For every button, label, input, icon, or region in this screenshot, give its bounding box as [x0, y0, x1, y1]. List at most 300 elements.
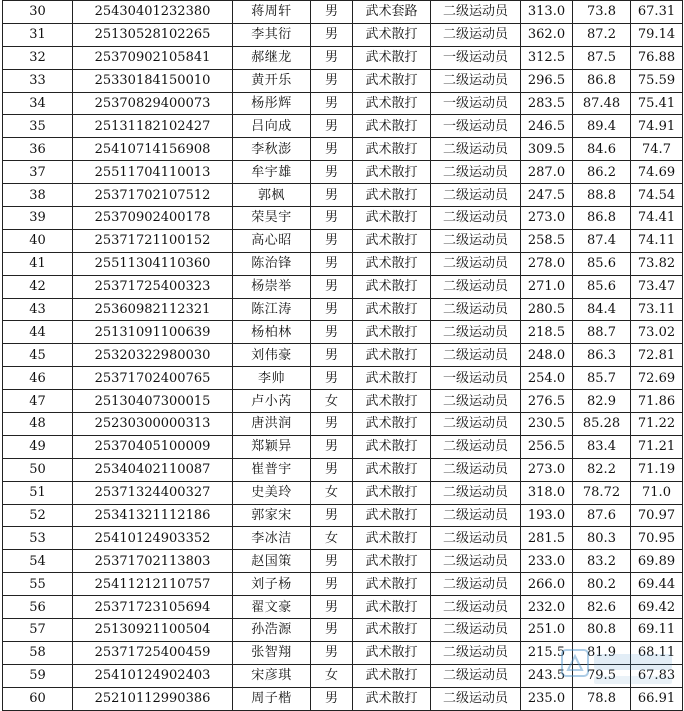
score-cell: 312.5 — [521, 46, 573, 69]
skill-score-cell: 86.2 — [573, 161, 631, 184]
table-row — [3, 138, 683, 161]
sport-cell: 武术散打 — [353, 229, 431, 252]
score-cell: 215.5 — [521, 641, 573, 664]
exam-id-cell: 25511704110013 — [73, 161, 233, 184]
table-row — [3, 481, 683, 504]
level-cell: 二级运动员 — [431, 321, 521, 344]
rank-cell: 60 — [3, 687, 73, 710]
sport-cell: 武术散打 — [353, 390, 431, 413]
total-score-cell: 79.14 — [631, 23, 683, 46]
rank-cell: 47 — [3, 390, 73, 413]
level-cell: 二级运动员 — [431, 527, 521, 550]
skill-score-cell: 81.9 — [573, 641, 631, 664]
rank-cell: 39 — [3, 207, 73, 230]
name-cell: 宋彦琪 — [233, 664, 311, 687]
total-score-cell: 71.86 — [631, 390, 683, 413]
score-cell: 248.0 — [521, 344, 573, 367]
score-cell: 278.0 — [521, 252, 573, 275]
skill-score-cell: 88.8 — [573, 184, 631, 207]
level-cell: 二级运动员 — [431, 23, 521, 46]
sport-cell: 武术散打 — [353, 46, 431, 69]
sport-cell: 武术散打 — [353, 435, 431, 458]
rank-cell: 31 — [3, 23, 73, 46]
skill-score-cell: 86.8 — [573, 207, 631, 230]
gender-cell: 男 — [311, 161, 353, 184]
rank-cell: 46 — [3, 367, 73, 390]
level-cell: 二级运动员 — [431, 184, 521, 207]
sport-cell: 武术散打 — [353, 413, 431, 436]
gender-cell: 女 — [311, 664, 353, 687]
exam-id-cell: 25511304110360 — [73, 252, 233, 275]
table-row — [3, 573, 683, 596]
gender-cell: 男 — [311, 367, 353, 390]
level-cell: 一级运动员 — [431, 92, 521, 115]
level-cell: 二级运动员 — [431, 687, 521, 710]
total-score-cell: 69.42 — [631, 596, 683, 619]
sport-cell: 武术散打 — [353, 69, 431, 92]
score-cell: 246.5 — [521, 115, 573, 138]
exam-id-cell: 25210112990386 — [73, 687, 233, 710]
sport-cell: 武术散打 — [353, 252, 431, 275]
level-cell: 二级运动员 — [431, 344, 521, 367]
table-row — [3, 550, 683, 573]
skill-score-cell: 80.8 — [573, 619, 631, 642]
score-cell: 230.5 — [521, 413, 573, 436]
skill-score-cell: 85.6 — [573, 252, 631, 275]
name-cell: 杨柏林 — [233, 321, 311, 344]
name-cell: 周子楷 — [233, 687, 311, 710]
gender-cell: 女 — [311, 481, 353, 504]
name-cell: 荣昊宇 — [233, 207, 311, 230]
total-score-cell: 66.91 — [631, 687, 683, 710]
exam-id-cell: 25370829400073 — [73, 92, 233, 115]
rank-cell: 37 — [3, 161, 73, 184]
exam-id-cell: 25371721100152 — [73, 229, 233, 252]
table-row — [3, 252, 683, 275]
level-cell: 二级运动员 — [431, 504, 521, 527]
gender-cell: 女 — [311, 390, 353, 413]
total-score-cell: 68.11 — [631, 641, 683, 664]
exam-id-cell: 25230300000313 — [73, 413, 233, 436]
sport-cell: 武术散打 — [353, 23, 431, 46]
level-cell: 一级运动员 — [431, 115, 521, 138]
score-cell: 235.0 — [521, 687, 573, 710]
level-cell: 二级运动员 — [431, 275, 521, 298]
sport-cell: 武术散打 — [353, 481, 431, 504]
skill-score-cell: 82.6 — [573, 596, 631, 619]
level-cell: 一级运动员 — [431, 46, 521, 69]
name-cell: 史美玲 — [233, 481, 311, 504]
level-cell: 二级运动员 — [431, 69, 521, 92]
gender-cell: 男 — [311, 619, 353, 642]
gender-cell: 男 — [311, 298, 353, 321]
skill-score-cell: 86.3 — [573, 344, 631, 367]
total-score-cell: 75.41 — [631, 92, 683, 115]
name-cell: 孙浩源 — [233, 619, 311, 642]
name-cell: 李秋澎 — [233, 138, 311, 161]
level-cell: 二级运动员 — [431, 207, 521, 230]
table-row — [3, 161, 683, 184]
rank-cell: 43 — [3, 298, 73, 321]
table-row — [3, 23, 683, 46]
gender-cell: 男 — [311, 92, 353, 115]
name-cell: 蒋周轩 — [233, 1, 311, 24]
table-row — [3, 275, 683, 298]
total-score-cell: 69.44 — [631, 573, 683, 596]
sport-cell: 武术散打 — [353, 664, 431, 687]
level-cell: 二级运动员 — [431, 641, 521, 664]
skill-score-cell: 87.48 — [573, 92, 631, 115]
exam-id-cell: 25371723105694 — [73, 596, 233, 619]
table-row — [3, 115, 683, 138]
name-cell: 崔普宇 — [233, 458, 311, 481]
rank-cell: 36 — [3, 138, 73, 161]
name-cell: 牟宇雄 — [233, 161, 311, 184]
name-cell: 李其衍 — [233, 23, 311, 46]
gender-cell: 男 — [311, 229, 353, 252]
skill-score-cell: 87.6 — [573, 504, 631, 527]
level-cell: 二级运动员 — [431, 138, 521, 161]
gender-cell: 男 — [311, 435, 353, 458]
total-score-cell: 69.11 — [631, 619, 683, 642]
sport-cell: 武术散打 — [353, 641, 431, 664]
skill-score-cell: 87.4 — [573, 229, 631, 252]
score-cell: 273.0 — [521, 207, 573, 230]
score-cell: 193.0 — [521, 504, 573, 527]
sport-cell: 武术散打 — [353, 573, 431, 596]
total-score-cell: 74.54 — [631, 184, 683, 207]
skill-score-cell: 87.2 — [573, 23, 631, 46]
skill-score-cell: 89.4 — [573, 115, 631, 138]
exam-id-cell: 25410124903352 — [73, 527, 233, 550]
total-score-cell: 73.02 — [631, 321, 683, 344]
rank-cell: 53 — [3, 527, 73, 550]
level-cell: 二级运动员 — [431, 481, 521, 504]
level-cell: 二级运动员 — [431, 596, 521, 619]
score-cell: 296.5 — [521, 69, 573, 92]
rank-cell: 35 — [3, 115, 73, 138]
rank-cell: 33 — [3, 69, 73, 92]
rank-cell: 55 — [3, 573, 73, 596]
name-cell: 郑颖异 — [233, 435, 311, 458]
table-row — [3, 321, 683, 344]
gender-cell: 男 — [311, 458, 353, 481]
skill-score-cell: 85.28 — [573, 413, 631, 436]
name-cell: 赵国策 — [233, 550, 311, 573]
sport-cell: 武术散打 — [353, 527, 431, 550]
exam-id-cell: 25130528102265 — [73, 23, 233, 46]
score-cell: 287.0 — [521, 161, 573, 184]
level-cell: 二级运动员 — [431, 413, 521, 436]
name-cell: 陈江涛 — [233, 298, 311, 321]
gender-cell: 男 — [311, 1, 353, 24]
exam-id-cell: 25430401232380 — [73, 1, 233, 24]
score-cell: 271.0 — [521, 275, 573, 298]
score-cell: 251.0 — [521, 619, 573, 642]
sport-cell: 武术散打 — [353, 367, 431, 390]
total-score-cell: 75.59 — [631, 69, 683, 92]
sport-cell: 武术散打 — [353, 298, 431, 321]
score-cell: 232.0 — [521, 596, 573, 619]
exam-id-cell: 25130407300015 — [73, 390, 233, 413]
exam-id-cell: 25370902400178 — [73, 207, 233, 230]
gender-cell: 男 — [311, 687, 353, 710]
total-score-cell: 67.31 — [631, 1, 683, 24]
exam-id-cell: 25410714156908 — [73, 138, 233, 161]
table-row — [3, 298, 683, 321]
rank-cell: 48 — [3, 413, 73, 436]
level-cell: 二级运动员 — [431, 619, 521, 642]
level-cell: 二级运动员 — [431, 161, 521, 184]
level-cell: 二级运动员 — [431, 573, 521, 596]
table-row — [3, 92, 683, 115]
score-cell: 273.0 — [521, 458, 573, 481]
rank-cell: 51 — [3, 481, 73, 504]
exam-id-cell: 25131091100639 — [73, 321, 233, 344]
score-cell: 281.5 — [521, 527, 573, 550]
level-cell: 二级运动员 — [431, 252, 521, 275]
rank-cell: 30 — [3, 1, 73, 24]
level-cell: 二级运动员 — [431, 435, 521, 458]
skill-score-cell: 73.8 — [573, 1, 631, 24]
table-row — [3, 229, 683, 252]
exam-id-cell: 25371702113803 — [73, 550, 233, 573]
exam-id-cell: 25410124902403 — [73, 664, 233, 687]
table-row — [3, 619, 683, 642]
rank-cell: 57 — [3, 619, 73, 642]
total-score-cell: 69.89 — [631, 550, 683, 573]
skill-score-cell: 86.8 — [573, 69, 631, 92]
name-cell: 李帅 — [233, 367, 311, 390]
level-cell: 一级运动员 — [431, 367, 521, 390]
score-cell: 256.5 — [521, 435, 573, 458]
score-cell: 218.5 — [521, 321, 573, 344]
gender-cell: 男 — [311, 207, 353, 230]
table-row — [3, 641, 683, 664]
table-row — [3, 46, 683, 69]
skill-score-cell: 80.3 — [573, 527, 631, 550]
name-cell: 高心昭 — [233, 229, 311, 252]
rank-cell: 44 — [3, 321, 73, 344]
total-score-cell: 74.41 — [631, 207, 683, 230]
exam-id-cell: 25371725400323 — [73, 275, 233, 298]
exam-id-cell: 25411212110757 — [73, 573, 233, 596]
total-score-cell: 71.22 — [631, 413, 683, 436]
rank-cell: 56 — [3, 596, 73, 619]
sport-cell: 武术散打 — [353, 596, 431, 619]
gender-cell: 男 — [311, 413, 353, 436]
exam-id-cell: 25370405100009 — [73, 435, 233, 458]
total-score-cell: 71.0 — [631, 481, 683, 504]
rank-cell: 41 — [3, 252, 73, 275]
table-row — [3, 504, 683, 527]
sport-cell: 武术散打 — [353, 92, 431, 115]
total-score-cell: 72.81 — [631, 344, 683, 367]
total-score-cell: 73.11 — [631, 298, 683, 321]
sport-cell: 武术散打 — [353, 207, 431, 230]
rank-cell: 49 — [3, 435, 73, 458]
skill-score-cell: 84.4 — [573, 298, 631, 321]
exam-id-cell: 25320322980030 — [73, 344, 233, 367]
score-cell: 318.0 — [521, 481, 573, 504]
rank-cell: 58 — [3, 641, 73, 664]
name-cell: 黄开乐 — [233, 69, 311, 92]
total-score-cell: 74.7 — [631, 138, 683, 161]
score-cell: 258.5 — [521, 229, 573, 252]
table-row — [3, 69, 683, 92]
level-cell: 二级运动员 — [431, 550, 521, 573]
name-cell: 郭家宋 — [233, 504, 311, 527]
gender-cell: 男 — [311, 23, 353, 46]
name-cell: 李冰洁 — [233, 527, 311, 550]
rank-cell: 40 — [3, 229, 73, 252]
sport-cell: 武术散打 — [353, 321, 431, 344]
rank-cell: 34 — [3, 92, 73, 115]
exam-id-cell: 25131182102427 — [73, 115, 233, 138]
gender-cell: 男 — [311, 573, 353, 596]
score-cell: 283.5 — [521, 92, 573, 115]
sport-cell: 武术散打 — [353, 687, 431, 710]
level-cell: 二级运动员 — [431, 664, 521, 687]
sport-cell: 武术套路 — [353, 1, 431, 24]
total-score-cell: 74.11 — [631, 229, 683, 252]
rank-cell: 45 — [3, 344, 73, 367]
total-score-cell: 73.47 — [631, 275, 683, 298]
rank-cell: 42 — [3, 275, 73, 298]
exam-id-cell: 25371702107512 — [73, 184, 233, 207]
total-score-cell: 72.69 — [631, 367, 683, 390]
level-cell: 二级运动员 — [431, 298, 521, 321]
rank-cell: 52 — [3, 504, 73, 527]
name-cell: 吕向成 — [233, 115, 311, 138]
name-cell: 杨彤辉 — [233, 92, 311, 115]
level-cell: 二级运动员 — [431, 1, 521, 24]
table-row — [3, 207, 683, 230]
exam-id-cell: 25130921100504 — [73, 619, 233, 642]
name-cell: 郝继龙 — [233, 46, 311, 69]
score-cell: 309.5 — [521, 138, 573, 161]
exam-id-cell: 25341321112186 — [73, 504, 233, 527]
table-row — [3, 390, 683, 413]
total-score-cell: 71.21 — [631, 435, 683, 458]
sport-cell: 武术散打 — [353, 184, 431, 207]
total-score-cell: 74.91 — [631, 115, 683, 138]
gender-cell: 男 — [311, 115, 353, 138]
table-row — [3, 687, 683, 710]
skill-score-cell: 83.2 — [573, 550, 631, 573]
gender-cell: 男 — [311, 275, 353, 298]
score-cell: 243.5 — [521, 664, 573, 687]
exam-id-cell: 25371324400327 — [73, 481, 233, 504]
gender-cell: 男 — [311, 504, 353, 527]
gender-cell: 男 — [311, 46, 353, 69]
exam-id-cell: 25371702400765 — [73, 367, 233, 390]
score-cell: 247.5 — [521, 184, 573, 207]
exam-id-cell: 25330184150010 — [73, 69, 233, 92]
table-row — [3, 367, 683, 390]
name-cell: 刘子杨 — [233, 573, 311, 596]
score-cell: 233.0 — [521, 550, 573, 573]
sport-cell: 武术散打 — [353, 344, 431, 367]
gender-cell: 女 — [311, 527, 353, 550]
sport-cell: 武术散打 — [353, 619, 431, 642]
skill-score-cell: 85.7 — [573, 367, 631, 390]
rank-cell: 59 — [3, 664, 73, 687]
name-cell: 张智翔 — [233, 641, 311, 664]
level-cell: 二级运动员 — [431, 229, 521, 252]
score-cell: 362.0 — [521, 23, 573, 46]
sport-cell: 武术散打 — [353, 115, 431, 138]
rank-cell: 32 — [3, 46, 73, 69]
exam-id-cell: 25371725400459 — [73, 641, 233, 664]
total-score-cell: 73.82 — [631, 252, 683, 275]
table-row — [3, 458, 683, 481]
score-cell: 276.5 — [521, 390, 573, 413]
skill-score-cell: 78.72 — [573, 481, 631, 504]
gender-cell: 男 — [311, 344, 353, 367]
name-cell: 翟文豪 — [233, 596, 311, 619]
total-score-cell: 70.97 — [631, 504, 683, 527]
table-row — [3, 435, 683, 458]
sport-cell: 武术散打 — [353, 504, 431, 527]
skill-score-cell: 80.2 — [573, 573, 631, 596]
skill-score-cell: 82.2 — [573, 458, 631, 481]
admission-list-table — [2, 0, 683, 711]
name-cell: 卢小芮 — [233, 390, 311, 413]
total-score-cell: 67.83 — [631, 664, 683, 687]
exam-id-cell: 25360982112321 — [73, 298, 233, 321]
name-cell: 杨崇举 — [233, 275, 311, 298]
table-row — [3, 413, 683, 436]
total-score-cell: 71.19 — [631, 458, 683, 481]
level-cell: 二级运动员 — [431, 458, 521, 481]
sport-cell: 武术散打 — [353, 550, 431, 573]
rank-cell: 54 — [3, 550, 73, 573]
gender-cell: 男 — [311, 252, 353, 275]
score-cell: 266.0 — [521, 573, 573, 596]
skill-score-cell: 87.5 — [573, 46, 631, 69]
skill-score-cell: 82.9 — [573, 390, 631, 413]
table-row — [3, 527, 683, 550]
skill-score-cell: 83.4 — [573, 435, 631, 458]
exam-id-cell: 25340402110087 — [73, 458, 233, 481]
skill-score-cell: 84.6 — [573, 138, 631, 161]
sport-cell: 武术散打 — [353, 275, 431, 298]
gender-cell: 男 — [311, 69, 353, 92]
gender-cell: 男 — [311, 596, 353, 619]
sport-cell: 武术散打 — [353, 458, 431, 481]
sport-cell: 武术散打 — [353, 161, 431, 184]
total-score-cell: 74.69 — [631, 161, 683, 184]
sport-cell: 武术散打 — [353, 138, 431, 161]
table-row — [3, 1, 683, 24]
rank-cell: 50 — [3, 458, 73, 481]
rank-cell: 38 — [3, 184, 73, 207]
exam-id-cell: 25370902105841 — [73, 46, 233, 69]
name-cell: 唐洪润 — [233, 413, 311, 436]
score-cell: 313.0 — [521, 1, 573, 24]
table-row — [3, 596, 683, 619]
name-cell: 刘伟豪 — [233, 344, 311, 367]
total-score-cell: 70.95 — [631, 527, 683, 550]
table-row — [3, 184, 683, 207]
gender-cell: 男 — [311, 138, 353, 161]
gender-cell: 男 — [311, 641, 353, 664]
table-row — [3, 664, 683, 687]
name-cell: 郭枫 — [233, 184, 311, 207]
skill-score-cell: 88.7 — [573, 321, 631, 344]
skill-score-cell: 85.6 — [573, 275, 631, 298]
